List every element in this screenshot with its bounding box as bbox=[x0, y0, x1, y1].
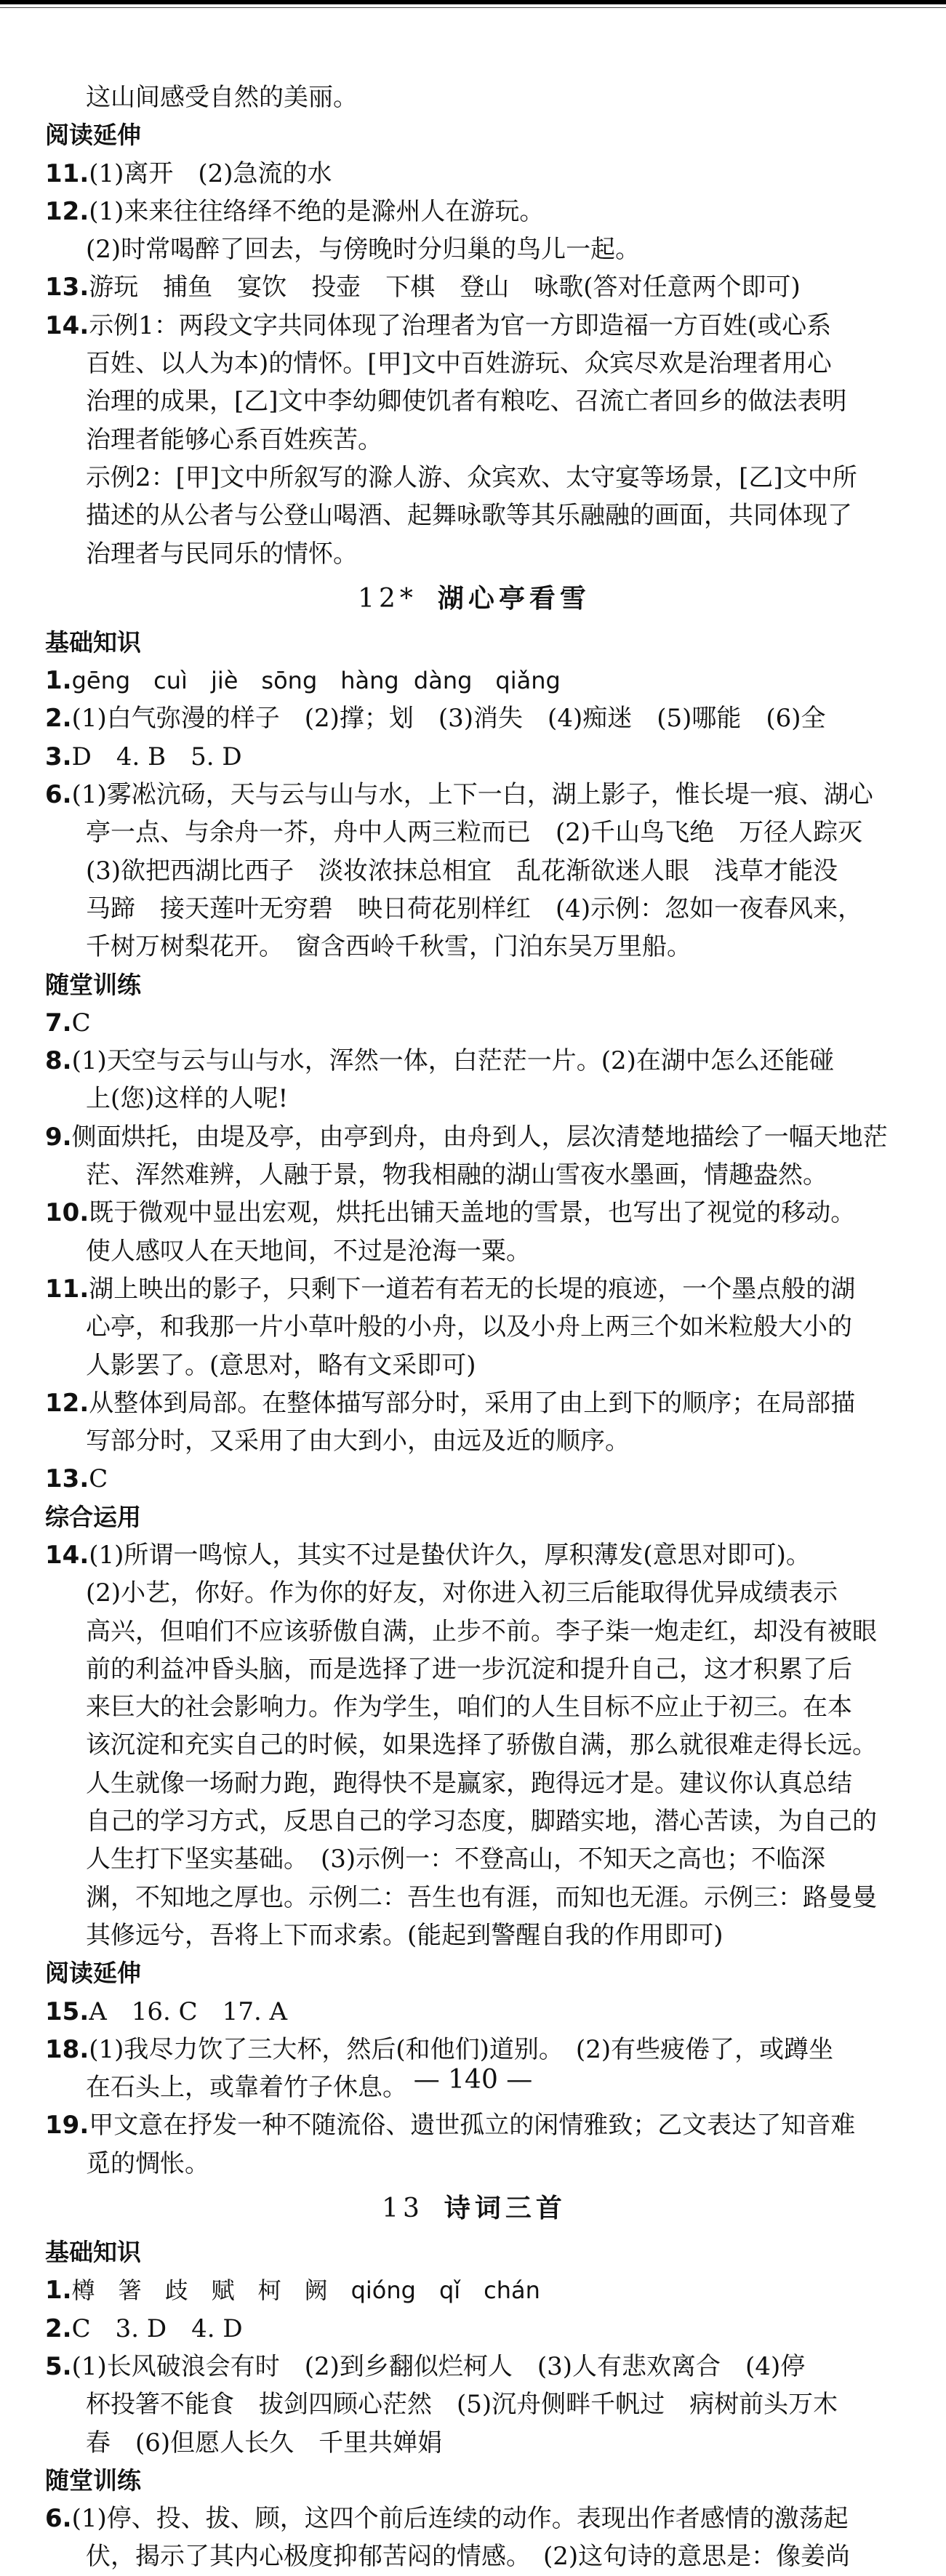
answer-text: 治理的成果，[乙]文中李幼卿使饥者有粮吃、召流亡者回乡的做法表明 bbox=[86, 387, 847, 417]
answer-line bbox=[45, 1308, 903, 1346]
answer-text: 高兴，但咱们不应该骄傲自满，止步不前。李子柒一炮走红，却没有被眼 bbox=[86, 1616, 877, 1646]
answer-line bbox=[45, 1270, 903, 1308]
answer-text: gēng cuì jiè sōng hàng dàng qiǎng bbox=[71, 667, 561, 695]
answer-text: (3)欲把西湖比西子 淡妆浓抹总相宜 乱花渐欲迷人眼 浅草才能没 bbox=[86, 856, 838, 886]
answer-text: (1)停、投、拔、顾，这四个前后连续的动作。表现出作者感情的激荡起 bbox=[71, 2504, 849, 2534]
answer-line bbox=[45, 307, 903, 345]
answer-line bbox=[45, 230, 903, 268]
answer-line bbox=[45, 1726, 903, 1764]
question-number: 13. bbox=[45, 1464, 89, 1494]
question-number: 1. bbox=[45, 2276, 72, 2306]
answer-line bbox=[45, 890, 903, 928]
section-heading: 随堂训练 bbox=[45, 2465, 141, 2495]
question-number: 6. bbox=[45, 780, 72, 810]
section-heading: 随堂训练 bbox=[45, 970, 141, 999]
answer-line bbox=[45, 535, 903, 573]
answer-line bbox=[45, 928, 903, 966]
lesson-title-text: 湖心亭看雪 bbox=[437, 582, 590, 614]
answer-line bbox=[45, 2537, 903, 2575]
answer-line bbox=[45, 814, 903, 851]
pinyin-answer-line bbox=[45, 662, 903, 699]
answer-text: 千树万树梨花开。 窗含西岭千秋雪，门泊东吴万里船。 bbox=[86, 932, 692, 962]
answer-text: 茫、浑然难辨，人融于景，物我相融的湖山雪夜水墨画，情趣盎然。 bbox=[86, 1160, 827, 1190]
answer-line bbox=[45, 1422, 903, 1460]
question-number: 9. bbox=[45, 1122, 72, 1152]
answer-text: 侧面烘托，由堤及亭，由亭到舟，由舟到人，层次清楚地描绘了一幅天地茫 bbox=[71, 1122, 888, 1152]
answer-text: 写部分时，又采用了由大到小，由远及近的顺序。 bbox=[86, 1427, 630, 1456]
answer-text: (1)所谓一鸣惊人，其实不过是蛰伏许久，厚积薄发(意思对即可)。 bbox=[89, 1540, 811, 1570]
answer-line bbox=[45, 79, 903, 116]
section-heading: 基础知识 bbox=[45, 2238, 141, 2267]
question-number: 12. bbox=[45, 196, 89, 226]
answer-text: 使人感叹人在天地间，不过是沧海一粟。 bbox=[86, 1236, 531, 1266]
answer-text: 既于微观中显出宏观，烘托出铺天盖地的雪景，也写出了视觉的移动。 bbox=[89, 1198, 856, 1228]
answer-text: A 16. C 17. A bbox=[89, 1997, 288, 2026]
question-number: 13. bbox=[45, 273, 89, 302]
answer-text: C 3. D 4. D bbox=[71, 2314, 243, 2343]
answer-text: (1)我尽力饮了三大杯，然后(和他们)道别。 (2)有些疲倦了，或蹲坐 bbox=[89, 2034, 834, 2064]
lesson-title bbox=[45, 2183, 903, 2234]
answer-line bbox=[45, 1347, 903, 1384]
question-number: 14. bbox=[45, 310, 89, 340]
answer-text: 湖上映出的影子，只剩下一道若有若无的长堤的痕迹，一个墨点般的湖 bbox=[89, 1274, 856, 1304]
answer-text: C bbox=[71, 1008, 91, 1038]
answer-line bbox=[45, 1042, 903, 1080]
answer-line bbox=[45, 155, 903, 193]
section-heading: 综合运用 bbox=[45, 1502, 141, 1531]
answer-line bbox=[45, 699, 903, 737]
answer-line bbox=[45, 2424, 903, 2462]
answer-line bbox=[45, 1613, 903, 1650]
top-border-line bbox=[0, 7, 946, 8]
answer-line bbox=[45, 345, 903, 382]
answer-text: (1)雾凇沆砀，天与云与山与水，上下一白，湖上影子，惟长堤一痕、湖心 bbox=[71, 780, 873, 810]
answer-line bbox=[45, 1004, 903, 1042]
answer-text: (1)天空与云与山与水，浑然一体，白茫茫一片。(2)在湖中怎么还能碰 bbox=[71, 1046, 834, 1076]
answer-line bbox=[45, 1080, 903, 1118]
lesson-title bbox=[45, 573, 903, 624]
question-number: 1. bbox=[45, 666, 72, 696]
answer-text: 来巨大的社会影响力。作为学生，咱们的人生目标不应止于初三。在本 bbox=[86, 1693, 852, 1722]
answer-text: (1)长风破浪会有时 (2)到乡翻似烂柯人 (3)人有悲欢离合 (4)停 bbox=[71, 2351, 806, 2381]
question-number: 10. bbox=[45, 1198, 89, 1228]
answer-text: 甲文意在抒发一种不随流俗、遗世孤立的闲情雅致；乙文表达了知音难 bbox=[89, 2111, 856, 2140]
answer-text: 在石头上，或靠着竹子休息。 bbox=[86, 2073, 407, 2103]
answer-line bbox=[45, 1118, 903, 1156]
answer-line bbox=[45, 1879, 903, 1917]
answer-text: (1)白气弥漫的样子 (2)撑；划 (3)消失 (4)痴迷 (5)哪能 (6)全 bbox=[71, 704, 826, 734]
answer-line bbox=[45, 1460, 903, 1498]
answer-text: 觅的惆怅。 bbox=[86, 2148, 209, 2178]
answer-text: 示例2：[甲]文中所叙写的滁人游、众宾欢、太守宴等场景，[乙]文中所 bbox=[86, 462, 857, 492]
question-number: 8. bbox=[45, 1046, 72, 1076]
answer-text: 伏，揭示了其内心极度抑郁苦闷的情感。 (2)这句诗的意思是：像姜尚 bbox=[86, 2542, 851, 2572]
answer-text: 春 (6)但愿人长久 千里共婵娟 bbox=[86, 2428, 443, 2457]
answer-line bbox=[45, 2145, 903, 2183]
section-heading: 阅读延伸 bbox=[45, 121, 141, 150]
answer-line bbox=[45, 738, 903, 776]
answer-text: 这山间感受自然的美丽。 bbox=[86, 83, 358, 112]
question-number: 11. bbox=[45, 159, 89, 188]
question-number: 3. bbox=[45, 742, 72, 771]
question-number: 11. bbox=[45, 1274, 89, 1304]
answer-line bbox=[45, 382, 903, 420]
answer-text: 治理者能够心系百姓疾苦。 bbox=[86, 425, 382, 454]
answer-line bbox=[45, 2106, 903, 2144]
lesson-number: 13 bbox=[382, 2194, 424, 2224]
answer-text: 人生就像一场耐力跑，跑得快不是赢家，跑得远才是。建议你认真总结 bbox=[86, 1768, 852, 1798]
answer-text: 百姓、以人为本)的情怀。[甲]文中百姓游玩、众宾尽欢是治理者用心 bbox=[86, 349, 832, 379]
answer-line bbox=[45, 1840, 903, 1878]
answer-text: C bbox=[89, 1464, 108, 1494]
lesson-title-text: 诗词三首 bbox=[444, 2193, 566, 2224]
answer-text: 杯投箸不能食 拔剑四顾心茫然 (5)沉舟侧畔千帆过 病树前头万木 bbox=[86, 2390, 838, 2420]
question-number: 15. bbox=[45, 1997, 89, 2026]
answer-text: 人生打下坚实基础。 (3)示例一：不登高山，不知天之高也；不临深 bbox=[86, 1845, 826, 1874]
answer-text: (2)小艺，你好。作为你的好友，对你进入初三后能取得优异成绩表示 bbox=[86, 1578, 838, 1608]
answer-text: 亭一点、与余舟一芥，舟中人两三粒而已 (2)千山鸟飞绝 万径人踪灭 bbox=[86, 818, 863, 848]
answer-text: 樽 箸 歧 赋 柯 阙 qióng qǐ chán bbox=[71, 2276, 540, 2305]
answer-line bbox=[45, 1194, 903, 1232]
question-number: 7. bbox=[45, 1008, 72, 1038]
section-heading: 阅读延伸 bbox=[45, 1959, 141, 1988]
question-number: 18. bbox=[45, 2034, 89, 2064]
answer-line bbox=[45, 2310, 903, 2348]
answer-line bbox=[45, 852, 903, 890]
answer-text: 该沉淀和充实自己的时候，如果选择了骄傲自满，那么就很难走得长远。 bbox=[86, 1730, 877, 1760]
answer-text: 马蹄 接天莲叶无穷碧 映日荷花别样红 (4)示例：忽如一夜春风来， bbox=[86, 894, 863, 923]
top-border-bar bbox=[0, 0, 946, 4]
answer-text: D 4. B 5. D bbox=[71, 742, 242, 771]
answer-line bbox=[45, 2386, 903, 2423]
question-number: 2. bbox=[45, 704, 72, 734]
answer-line bbox=[45, 193, 903, 230]
answer-line bbox=[45, 2348, 903, 2386]
answer-text: 从整体到局部。在整体描写部分时，采用了由上到下的顺序；在局部描 bbox=[89, 1388, 856, 1418]
answer-line bbox=[45, 1384, 903, 1422]
answer-text: (1)离开 (2)急流的水 bbox=[89, 159, 332, 188]
answer-text: 上(您)这样的人呢! bbox=[86, 1084, 289, 1114]
answer-text: 自己的学习方式，反思自己的学习态度，脚踏实地，潜心苦读，为自己的 bbox=[86, 1807, 877, 1837]
answer-line bbox=[45, 1536, 903, 1574]
answer-text: 游玩 捕鱼 宴饮 投壶 下棋 登山 咏歌(答对任意两个即可) bbox=[89, 273, 801, 302]
answer-line bbox=[45, 1802, 903, 1840]
answer-line bbox=[45, 776, 903, 814]
answer-line bbox=[45, 1574, 903, 1612]
question-number: 2. bbox=[45, 2314, 72, 2343]
answer-text: (1)来来往往络绎不绝的是滁州人在游玩。 bbox=[89, 196, 545, 226]
answer-line bbox=[45, 1688, 903, 1726]
question-number: 14. bbox=[45, 1540, 89, 1570]
question-number: 12. bbox=[45, 1388, 89, 1418]
pinyin-answer-line bbox=[45, 2271, 903, 2309]
section-heading: 基础知识 bbox=[45, 627, 141, 657]
answer-line bbox=[45, 421, 903, 459]
answer-line bbox=[45, 1917, 903, 1954]
answer-content bbox=[45, 79, 903, 2576]
answer-line bbox=[45, 459, 903, 497]
question-number: 19. bbox=[45, 2111, 89, 2140]
answer-text: 人影罢了。(意思对，略有文采即可) bbox=[86, 1350, 476, 1380]
answer-line bbox=[45, 497, 903, 534]
page-number: — 140 — bbox=[413, 2065, 533, 2095]
answer-line bbox=[45, 2500, 903, 2537]
question-number: 5. bbox=[45, 2351, 72, 2381]
answer-line bbox=[45, 2031, 903, 2069]
question-number: 6. bbox=[45, 2504, 72, 2534]
answer-text: (2)时常喝醉了回去，与傍晚时分归巢的鸟儿一起。 bbox=[86, 235, 641, 265]
answer-line bbox=[45, 1156, 903, 1194]
answer-line bbox=[45, 1232, 903, 1270]
answer-text: 治理者与民同乐的情怀。 bbox=[86, 539, 358, 569]
answer-line bbox=[45, 1650, 903, 1688]
lesson-number: 12* bbox=[358, 583, 417, 614]
answer-text: 其修远兮，吾将上下而求索。(能起到警醒自我的作用即可) bbox=[86, 1920, 723, 1950]
answer-line bbox=[45, 1765, 903, 1802]
answer-line bbox=[45, 1993, 903, 2031]
answer-text: 描述的从公者与公登山喝酒、起舞咏歌等其乐融融的画面，共同体现了 bbox=[86, 501, 852, 531]
answer-text: 心亭，和我那一片小草叶般的小舟，以及小舟上两三个如米粒般大小的 bbox=[86, 1312, 852, 1342]
answer-line bbox=[45, 268, 903, 306]
answer-text: 前的利益冲昏头脑，而是选择了进一步沉淀和提升自己，这才积累了后 bbox=[86, 1654, 852, 1684]
answer-text: 示例1：两段文字共同体现了治理者为官一方即造福一方百姓(或心系 bbox=[89, 310, 832, 340]
answer-text: 渊，不知地之厚也。示例二：吾生也有涯，而知也无涯。示例三：路曼曼 bbox=[86, 1882, 877, 1912]
